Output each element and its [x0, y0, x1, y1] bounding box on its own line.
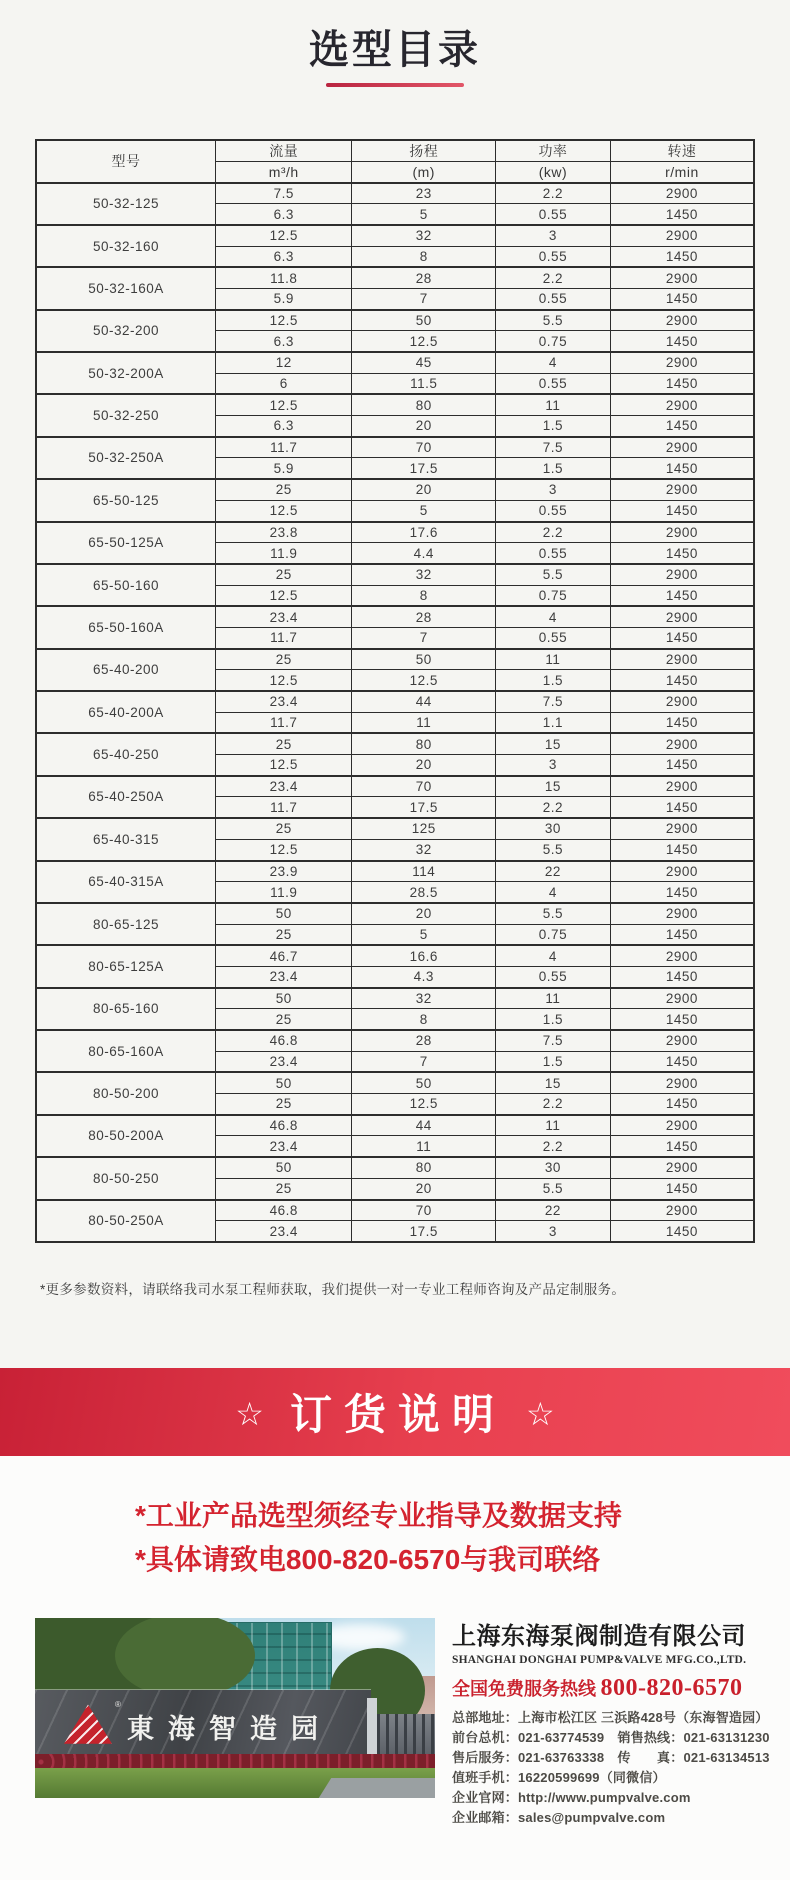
- value-cell: 0.55: [496, 288, 611, 309]
- value-cell: 2900: [610, 649, 754, 670]
- table-row: [36, 564, 754, 585]
- value-cell: 1.5: [496, 458, 611, 479]
- value-cell: 50: [352, 1072, 496, 1093]
- value-cell: 5.5: [496, 564, 611, 585]
- unit-flow: m³/h: [216, 162, 352, 183]
- value-cell: 12.5: [216, 839, 352, 860]
- hotline-number: 800-820-6570: [600, 1675, 743, 1701]
- value-cell: 11.8: [216, 267, 352, 288]
- value-cell: 114: [352, 861, 496, 882]
- value-cell: 1450: [610, 712, 754, 733]
- model-cell: 65-50-160A: [36, 606, 216, 648]
- value-cell: 2.2: [496, 522, 611, 543]
- value-cell: 80: [352, 1157, 496, 1178]
- value-cell: 2900: [610, 352, 754, 373]
- model-cell: 50-32-160: [36, 225, 216, 267]
- table-row: [36, 183, 754, 204]
- value-cell: 11.5: [352, 373, 496, 394]
- value-cell: 2900: [610, 903, 754, 924]
- value-cell: 11.9: [216, 882, 352, 903]
- value-cell: 11.7: [216, 437, 352, 458]
- table-row: [36, 861, 754, 882]
- value-cell: 12.5: [216, 394, 352, 415]
- value-cell: 2900: [610, 861, 754, 882]
- value-cell: 1450: [610, 627, 754, 648]
- value-cell: 125: [352, 818, 496, 839]
- value-cell: 2.2: [496, 1136, 611, 1157]
- value-cell: 4: [496, 352, 611, 373]
- value-cell: 2900: [610, 733, 754, 754]
- notice-line: *工业产品选型须经专业指导及数据支持: [135, 1500, 622, 1531]
- value-cell: 23.4: [216, 1136, 352, 1157]
- col-header-head: 扬程: [352, 140, 496, 162]
- value-cell: 1450: [610, 1178, 754, 1199]
- value-cell: 50: [352, 649, 496, 670]
- value-cell: 2900: [610, 606, 754, 627]
- value-cell: 1450: [610, 882, 754, 903]
- value-cell: 1450: [610, 1221, 754, 1242]
- model-cell: 65-50-160: [36, 564, 216, 606]
- value-cell: 2.2: [496, 1094, 611, 1115]
- value-cell: 20: [352, 755, 496, 776]
- table-row: [36, 267, 754, 288]
- value-cell: 12.5: [216, 310, 352, 331]
- value-cell: 1450: [610, 1051, 754, 1072]
- value-cell: 70: [352, 1200, 496, 1221]
- value-cell: 6.3: [216, 204, 352, 225]
- value-cell: 50: [216, 1072, 352, 1093]
- value-cell: 2900: [610, 479, 754, 500]
- value-cell: 2900: [610, 183, 754, 204]
- notice-block: [135, 1494, 695, 1582]
- value-cell: 4: [496, 606, 611, 627]
- value-cell: 28.5: [352, 882, 496, 903]
- contact-line: 企业邮箱：sales@pumpvalve.com: [452, 1810, 666, 1825]
- value-cell: 80: [352, 733, 496, 754]
- value-cell: 23.8: [216, 522, 352, 543]
- value-cell: 30: [496, 1157, 611, 1178]
- title-underline: [326, 83, 464, 87]
- table-header-row: [36, 140, 754, 162]
- table-row: [36, 1030, 754, 1051]
- col-header-model: 型号: [36, 140, 216, 183]
- model-cell: 80-50-200A: [36, 1115, 216, 1157]
- value-cell: 0.55: [496, 500, 611, 521]
- value-cell: 1450: [610, 373, 754, 394]
- value-cell: 5.5: [496, 310, 611, 331]
- value-cell: 25: [216, 818, 352, 839]
- value-cell: 1450: [610, 543, 754, 564]
- contact-list: [452, 1708, 770, 1828]
- value-cell: 2900: [610, 818, 754, 839]
- value-cell: 2900: [610, 988, 754, 1009]
- model-cell: 65-40-315A: [36, 861, 216, 903]
- value-cell: 25: [216, 1009, 352, 1030]
- value-cell: 11.7: [216, 712, 352, 733]
- value-cell: 7.5: [496, 691, 611, 712]
- value-cell: 2900: [610, 564, 754, 585]
- photo-sign-wall: [35, 1690, 371, 1758]
- value-cell: 5: [352, 500, 496, 521]
- value-cell: 5.9: [216, 458, 352, 479]
- value-cell: 1.5: [496, 670, 611, 691]
- value-cell: 0.55: [496, 627, 611, 648]
- registered-mark: ®: [115, 1700, 121, 1709]
- banner-title: 订货说明: [289, 1391, 506, 1438]
- value-cell: 25: [216, 733, 352, 754]
- unit-head: (m): [352, 162, 496, 183]
- value-cell: 0.55: [496, 543, 611, 564]
- value-cell: 7.5: [496, 437, 611, 458]
- value-cell: 70: [352, 776, 496, 797]
- company-name-cn: 上海东海泵阀制造有限公司: [452, 1623, 746, 1650]
- value-cell: 50: [352, 310, 496, 331]
- value-cell: 11.7: [216, 797, 352, 818]
- model-cell: 80-50-200: [36, 1072, 216, 1114]
- value-cell: 4.4: [352, 543, 496, 564]
- table-row: [36, 479, 754, 500]
- value-cell: 46.7: [216, 945, 352, 966]
- value-cell: 44: [352, 691, 496, 712]
- value-cell: 2.2: [496, 797, 611, 818]
- model-cell: 80-65-160A: [36, 1030, 216, 1072]
- table-row: [36, 776, 754, 797]
- model-cell: 65-50-125: [36, 479, 216, 521]
- photo-fence: [377, 1714, 435, 1758]
- value-cell: 11: [496, 988, 611, 1009]
- factory-photo: [35, 1618, 435, 1798]
- model-cell: 50-32-200A: [36, 352, 216, 394]
- notice-line: *具体请致电800-820-6570与我司联络: [135, 1544, 601, 1575]
- value-cell: 32: [352, 839, 496, 860]
- value-cell: 1450: [610, 246, 754, 267]
- value-cell: 28: [352, 267, 496, 288]
- value-cell: 16.6: [352, 945, 496, 966]
- value-cell: 17.5: [352, 458, 496, 479]
- value-cell: 46.8: [216, 1115, 352, 1136]
- model-cell: 65-40-200A: [36, 691, 216, 733]
- value-cell: 5: [352, 204, 496, 225]
- value-cell: 2900: [610, 691, 754, 712]
- value-cell: 1450: [610, 1009, 754, 1030]
- value-cell: 11.9: [216, 543, 352, 564]
- col-header-flow: 流量: [216, 140, 352, 162]
- value-cell: 70: [352, 437, 496, 458]
- value-cell: 50: [216, 1157, 352, 1178]
- service-hotline: [452, 1675, 762, 1702]
- value-cell: 12.5: [352, 670, 496, 691]
- table-row: [36, 1200, 754, 1221]
- value-cell: 5: [352, 924, 496, 945]
- unit-power: (kw): [496, 162, 611, 183]
- value-cell: 1.5: [496, 416, 611, 437]
- value-cell: 2900: [610, 776, 754, 797]
- value-cell: 3: [496, 1221, 611, 1242]
- model-cell: 65-50-125A: [36, 522, 216, 564]
- value-cell: 1.1: [496, 712, 611, 733]
- value-cell: 1450: [610, 839, 754, 860]
- value-cell: 0.75: [496, 585, 611, 606]
- value-cell: 1450: [610, 585, 754, 606]
- value-cell: 12.5: [352, 331, 496, 352]
- col-header-speed: 转速: [610, 140, 754, 162]
- value-cell: 3: [496, 479, 611, 500]
- value-cell: 20: [352, 903, 496, 924]
- value-cell: 7: [352, 627, 496, 648]
- value-cell: 7.5: [216, 183, 352, 204]
- note-text: *更多参数资料，请联络我司水泵工程师获取，我们提供一对一专业工程师咨询及产品定制服务。: [40, 1282, 626, 1297]
- value-cell: 23.4: [216, 606, 352, 627]
- model-cell: 65-40-315: [36, 818, 216, 860]
- value-cell: 1450: [610, 966, 754, 987]
- value-cell: 6.3: [216, 246, 352, 267]
- value-cell: 4: [496, 945, 611, 966]
- value-cell: 17.6: [352, 522, 496, 543]
- value-cell: 2.2: [496, 267, 611, 288]
- value-cell: 1.5: [496, 1009, 611, 1030]
- value-cell: 2900: [610, 1157, 754, 1178]
- value-cell: 23.4: [216, 1221, 352, 1242]
- value-cell: 2900: [610, 267, 754, 288]
- value-cell: 25: [216, 479, 352, 500]
- value-cell: 17.5: [352, 1221, 496, 1242]
- value-cell: 45: [352, 352, 496, 373]
- value-cell: 2900: [610, 522, 754, 543]
- value-cell: 11: [496, 394, 611, 415]
- model-cell: 50-32-200: [36, 310, 216, 352]
- wall-sign-text: 東海智造园: [127, 1714, 332, 1744]
- value-cell: 32: [352, 988, 496, 1009]
- value-cell: 4.3: [352, 966, 496, 987]
- model-cell: 50-32-250: [36, 394, 216, 436]
- value-cell: 5.5: [496, 839, 611, 860]
- value-cell: 0.55: [496, 966, 611, 987]
- value-cell: 1450: [610, 500, 754, 521]
- value-cell: 11: [496, 1115, 611, 1136]
- contact-line: 企业官网：http://www.pumpvalve.com: [452, 1790, 691, 1805]
- value-cell: 15: [496, 1072, 611, 1093]
- value-cell: 25: [216, 1178, 352, 1199]
- value-cell: 4: [496, 882, 611, 903]
- value-cell: 23.4: [216, 966, 352, 987]
- value-cell: 50: [216, 988, 352, 1009]
- photo-gate-pillar: [367, 1698, 377, 1758]
- value-cell: 46.8: [216, 1200, 352, 1221]
- table-row: [36, 691, 754, 712]
- value-cell: 23.4: [216, 776, 352, 797]
- company-info: [452, 1616, 770, 1828]
- value-cell: 25: [216, 564, 352, 585]
- table-row: [36, 945, 754, 966]
- photo-pavement: [319, 1778, 435, 1798]
- model-cell: 80-50-250: [36, 1157, 216, 1199]
- value-cell: 8: [352, 246, 496, 267]
- model-cell: 80-65-125: [36, 903, 216, 945]
- model-cell: 80-50-250A: [36, 1200, 216, 1242]
- value-cell: 1450: [610, 797, 754, 818]
- value-cell: 2900: [610, 437, 754, 458]
- value-cell: 12.5: [216, 225, 352, 246]
- company-name-en: SHANGHAI DONGHAI PUMP&VALVE MFG.CO.,LTD.: [452, 1654, 747, 1666]
- selection-table: [35, 139, 755, 1243]
- value-cell: 11.7: [216, 627, 352, 648]
- value-cell: 7: [352, 288, 496, 309]
- value-cell: 1450: [610, 331, 754, 352]
- value-cell: 3: [496, 755, 611, 776]
- value-cell: 2900: [610, 394, 754, 415]
- hotline-label: 全国免费服务热线: [452, 1679, 596, 1699]
- value-cell: 23: [352, 183, 496, 204]
- value-cell: 7.5: [496, 1030, 611, 1051]
- value-cell: 2900: [610, 1115, 754, 1136]
- value-cell: 1450: [610, 1136, 754, 1157]
- value-cell: 0.55: [496, 246, 611, 267]
- value-cell: 23.4: [216, 1051, 352, 1072]
- table-row: [36, 1115, 754, 1136]
- value-cell: 28: [352, 606, 496, 627]
- value-cell: 25: [216, 649, 352, 670]
- value-cell: 28: [352, 1030, 496, 1051]
- value-cell: 2900: [610, 1072, 754, 1093]
- value-cell: 46.8: [216, 1030, 352, 1051]
- order-banner: [0, 1368, 790, 1456]
- model-cell: 80-65-160: [36, 988, 216, 1030]
- table-row: [36, 1072, 754, 1093]
- table-row: [36, 606, 754, 627]
- value-cell: 8: [352, 585, 496, 606]
- contact-line: 售后服务：021-63763338 传 真：021-63134513: [452, 1750, 770, 1765]
- value-cell: 0.75: [496, 331, 611, 352]
- value-cell: 1450: [610, 670, 754, 691]
- model-cell: 65-40-250A: [36, 776, 216, 818]
- value-cell: 17.5: [352, 797, 496, 818]
- value-cell: 23.4: [216, 691, 352, 712]
- value-cell: 50: [216, 903, 352, 924]
- value-cell: 2.2: [496, 183, 611, 204]
- value-cell: 1450: [610, 288, 754, 309]
- value-cell: 20: [352, 479, 496, 500]
- value-cell: 12.5: [216, 670, 352, 691]
- table-row: [36, 733, 754, 754]
- value-cell: 3: [496, 225, 611, 246]
- value-cell: 6.3: [216, 416, 352, 437]
- value-cell: 2900: [610, 310, 754, 331]
- value-cell: 12.5: [352, 1094, 496, 1115]
- donghai-logo-icon: [63, 1703, 113, 1745]
- star-icon: ☆: [235, 1396, 264, 1432]
- col-header-power: 功率: [496, 140, 611, 162]
- value-cell: 12.5: [216, 500, 352, 521]
- value-cell: 5.9: [216, 288, 352, 309]
- value-cell: 6.3: [216, 331, 352, 352]
- value-cell: 12.5: [216, 585, 352, 606]
- value-cell: 1450: [610, 755, 754, 776]
- value-cell: 25: [216, 1094, 352, 1115]
- value-cell: 0.55: [496, 373, 611, 394]
- value-cell: 8: [352, 1009, 496, 1030]
- contact-line: 总部地址：上海市松江区 三浜路428号（东海智造园）: [452, 1710, 769, 1725]
- value-cell: 12.5: [216, 755, 352, 776]
- value-cell: 20: [352, 1178, 496, 1199]
- value-cell: 1450: [610, 924, 754, 945]
- table-row: [36, 903, 754, 924]
- table-row: [36, 310, 754, 331]
- value-cell: 22: [496, 861, 611, 882]
- table-row: [36, 437, 754, 458]
- value-cell: 1450: [610, 458, 754, 479]
- contact-line: 前台总机：021-63774539 销售热线：021-63131230: [452, 1730, 770, 1745]
- table-row: [36, 225, 754, 246]
- table-row: [36, 394, 754, 415]
- model-cell: 80-65-125A: [36, 945, 216, 987]
- table-row: [36, 649, 754, 670]
- value-cell: 5.5: [496, 1178, 611, 1199]
- value-cell: 30: [496, 818, 611, 839]
- value-cell: 0.75: [496, 924, 611, 945]
- value-cell: 2900: [610, 225, 754, 246]
- page-title: 选型目录: [309, 28, 481, 72]
- value-cell: 7: [352, 1051, 496, 1072]
- model-cell: 50-32-250A: [36, 437, 216, 479]
- value-cell: 6: [216, 373, 352, 394]
- value-cell: 25: [216, 924, 352, 945]
- value-cell: 15: [496, 776, 611, 797]
- star-icon: ☆: [526, 1396, 555, 1432]
- model-cell: 50-32-160A: [36, 267, 216, 309]
- model-cell: 65-40-250: [36, 733, 216, 775]
- contact-line: 值班手机：16220599699（同微信）: [452, 1770, 666, 1785]
- table-row: [36, 988, 754, 1009]
- unit-speed: r/min: [610, 162, 754, 183]
- value-cell: 0.55: [496, 204, 611, 225]
- value-cell: 11: [496, 649, 611, 670]
- value-cell: 11: [352, 712, 496, 733]
- table-row: [36, 1157, 754, 1178]
- value-cell: 1450: [610, 204, 754, 225]
- value-cell: 5.5: [496, 903, 611, 924]
- table-row: [36, 522, 754, 543]
- value-cell: 1450: [610, 1094, 754, 1115]
- value-cell: 1450: [610, 416, 754, 437]
- value-cell: 44: [352, 1115, 496, 1136]
- value-cell: 2900: [610, 945, 754, 966]
- value-cell: 80: [352, 394, 496, 415]
- model-cell: 65-40-200: [36, 649, 216, 691]
- value-cell: 32: [352, 564, 496, 585]
- table-row: [36, 352, 754, 373]
- value-cell: 11: [352, 1136, 496, 1157]
- value-cell: 2900: [610, 1030, 754, 1051]
- value-cell: 12: [216, 352, 352, 373]
- table-row: [36, 818, 754, 839]
- model-cell: 50-32-125: [36, 183, 216, 225]
- value-cell: 15: [496, 733, 611, 754]
- value-cell: 1.5: [496, 1051, 611, 1072]
- value-cell: 23.9: [216, 861, 352, 882]
- value-cell: 20: [352, 416, 496, 437]
- value-cell: 22: [496, 1200, 611, 1221]
- value-cell: 32: [352, 225, 496, 246]
- value-cell: 2900: [610, 1200, 754, 1221]
